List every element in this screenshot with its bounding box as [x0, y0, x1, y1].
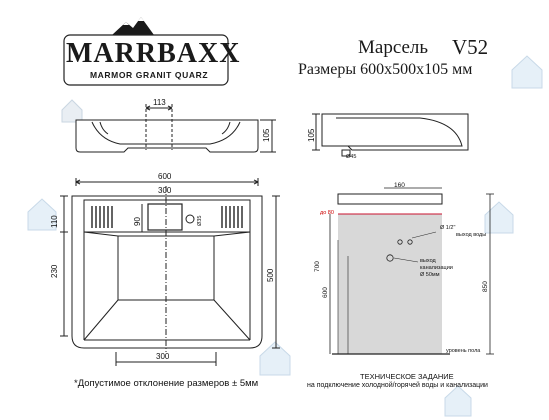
water-outlet-size: Ø 1/2" — [440, 225, 456, 231]
wall-area — [338, 214, 442, 354]
watermark-house-icon — [62, 100, 82, 122]
basin-profile — [338, 194, 442, 204]
sewer-label-1: выход — [420, 258, 436, 264]
dim-hole: Ø35 — [197, 215, 203, 226]
floor-level-label: уровень пола — [446, 348, 481, 354]
dim-install-gap: до 80 — [320, 210, 334, 216]
installation-view — [330, 188, 494, 354]
dim-install-depth: 160 — [394, 182, 405, 189]
water-outlet-label: выход воды — [456, 232, 487, 238]
spec-title: ТЕХНИЧЕСКОЕ ЗАДАНИЕ — [360, 372, 454, 381]
dim-total-height: 850 — [482, 281, 489, 292]
sewer-label-2: канализации — [420, 265, 453, 271]
dim-inner-width: 300 — [158, 186, 172, 195]
model-name: Марсель — [358, 37, 429, 58]
tolerance-note: *Допустимое отклонение размеров ± 5мм — [74, 378, 259, 389]
dim-total-width: 600 — [158, 172, 172, 181]
dim-drain: Ø45 — [346, 154, 357, 160]
dim-bowl-depth: 230 — [50, 264, 59, 278]
front-view — [76, 104, 276, 152]
brand-name: MARRBAXX — [66, 38, 241, 69]
dim-front-top: 113 — [153, 98, 166, 107]
dim-tap-offset: 90 — [133, 217, 142, 226]
dim-rim-depth: 110 — [50, 215, 59, 228]
spec-subtitle: на подключение холодной/горячей воды и канализации — [307, 382, 488, 389]
mountain-logo-icon — [112, 17, 154, 35]
dim-bottom-width: 300 — [156, 352, 170, 361]
model-code: V52 — [452, 35, 489, 59]
plan-view — [60, 178, 280, 366]
sewer-diameter: Ø 50мм — [420, 272, 440, 278]
dim-drain-height: 600 — [322, 287, 329, 298]
side-view — [312, 114, 468, 156]
dim-mount-height: 700 — [314, 261, 321, 272]
dim-front-height: 105 — [262, 128, 271, 142]
dim-total-depth: 500 — [266, 268, 275, 282]
dim-side-height: 105 — [307, 128, 316, 142]
brand-tagline: MARMOR GRANIT QUARZ — [90, 70, 209, 80]
dimensions-title: Размеры 600х500х105 мм — [298, 61, 473, 78]
